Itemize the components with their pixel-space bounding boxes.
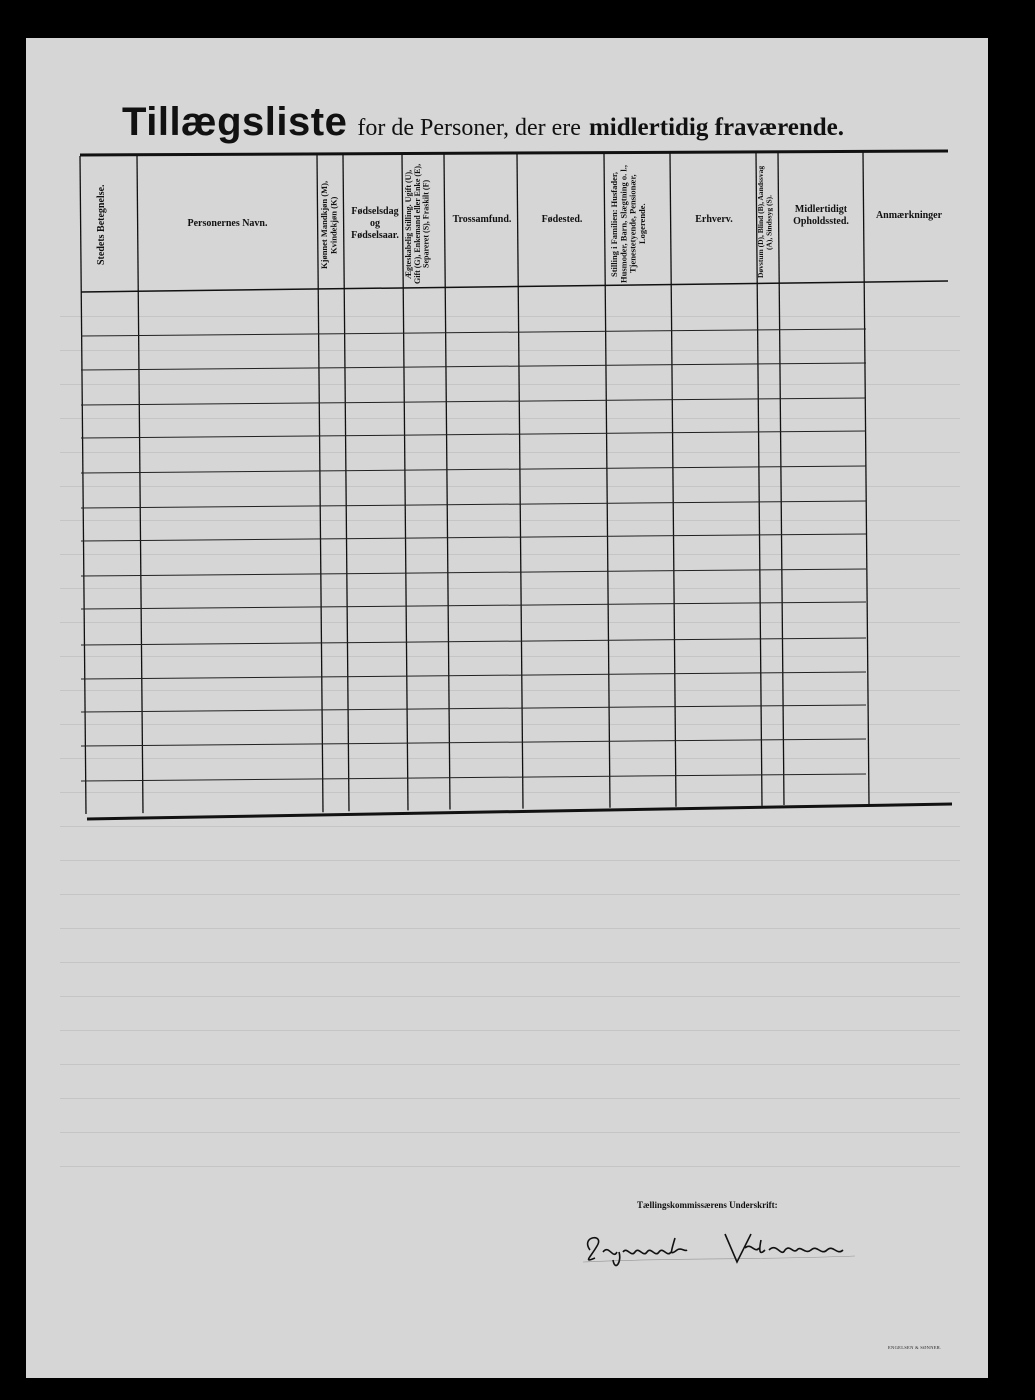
title-middle: for de Personer, der ere [357, 115, 581, 141]
col-navn-header: Personernes Navn. [187, 218, 268, 229]
row-divider [81, 638, 866, 645]
printer-mark: ENGELSEN & SØNNER. [888, 1345, 942, 1350]
handwritten-signature [575, 1228, 865, 1278]
row-divider [81, 774, 866, 781]
col-midlertidigt-line1: Midlertidigt [794, 204, 848, 215]
col-dovstum-header: Døvstum (D), Blind (B), Aandssvag (A), Sindssyg (S). [756, 165, 774, 279]
col-kjonnet-header: Kjønnet Mandkjøn (M), Kvindekjøn (K) [319, 180, 339, 270]
row-divider [81, 398, 866, 405]
row-divider [81, 329, 866, 336]
row-divider [81, 431, 866, 438]
row-divider [81, 501, 866, 508]
column-divider [670, 153, 676, 807]
col-aegteskab-header: Ægteskabelig Stilling. Ugift (U), Gift (G), Enkemand eller Enke (E), Separeret (S), Fraskilt (F) [404, 163, 431, 285]
col-fodested-header: Fødested. [541, 214, 583, 225]
title-main: Tillægsliste [122, 100, 348, 144]
row-divider [81, 466, 866, 473]
col-anmaerkninger-header: Anmærkninger [875, 210, 943, 221]
signature-label: Tællingskommissærens Underskrift: [637, 1200, 778, 1210]
col-midlertidigt-line2: Opholdssted. [793, 216, 849, 227]
col-fodselsdag-line1: Fødselsdag [351, 206, 399, 217]
col-fodselsdag-header [347, 206, 403, 242]
col-stedets-header: Stedets Betegnelse. [96, 184, 107, 266]
column-divider [863, 152, 869, 804]
column-divider [778, 153, 784, 806]
row-divider [81, 534, 866, 541]
row-divider [81, 602, 866, 609]
header-bottom-rule [81, 281, 948, 292]
column-divider [137, 156, 143, 813]
col-midlertidigt-header [779, 204, 863, 228]
top-rule [80, 151, 948, 155]
row-divider [81, 739, 866, 746]
col-fodselsdag-line2: og [370, 218, 380, 229]
row-divider [81, 705, 866, 712]
row-divider [81, 363, 866, 370]
col-fodselsdag-line3: Fødselsaar. [351, 230, 399, 241]
col-erhverv-header: Erhverv. [695, 214, 733, 225]
col-tros-header: Trossamfund. [452, 214, 512, 225]
row-divider [81, 569, 866, 576]
col-stilling-header: Stilling i Familien: Husfader, Husmoder, Barn, Slægtning o. l., Tjenestetyende, Pensionær, Logerende. [609, 165, 648, 283]
row-divider [81, 672, 866, 679]
column-divider [80, 156, 86, 814]
bottom-rule [87, 804, 952, 819]
title-emphasis: midlertidig fraværende. [588, 114, 844, 141]
column-divider [444, 154, 450, 809]
column-divider [517, 154, 523, 809]
